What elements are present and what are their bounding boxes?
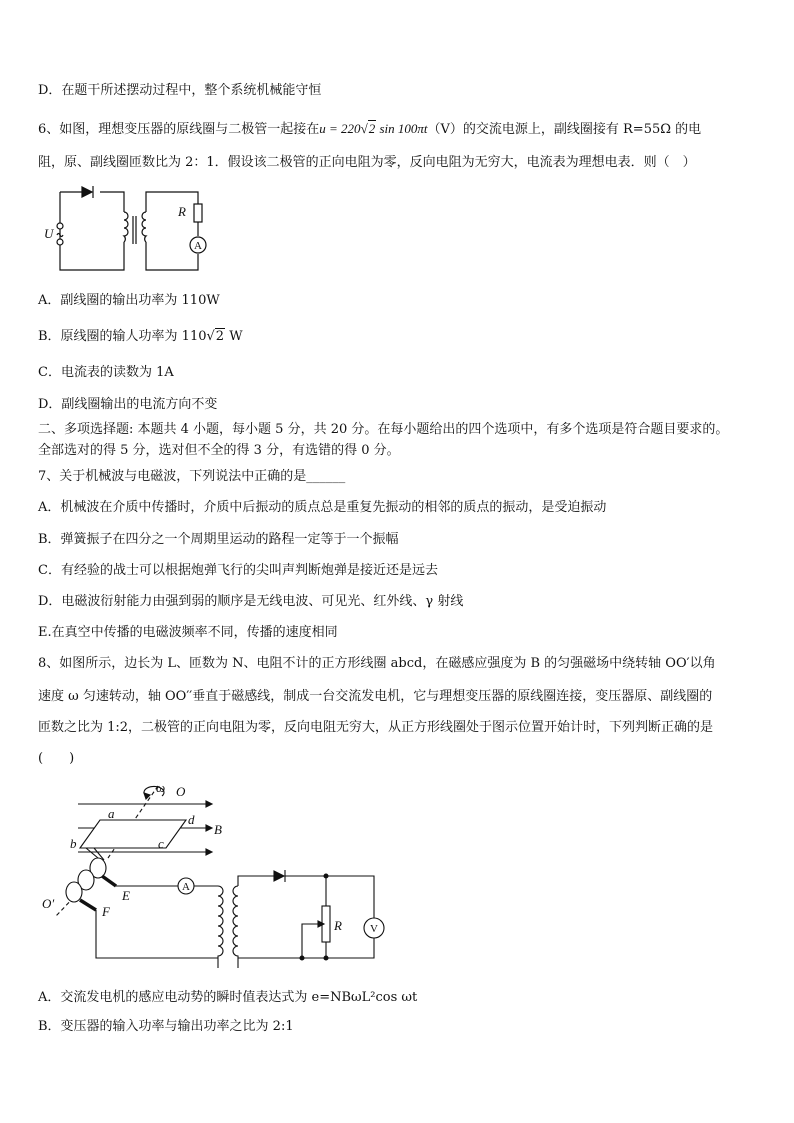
q6-stem-part1: 6、如图，理想变压器的原线圈与二极管一起接在 bbox=[38, 122, 320, 137]
q7-option-e: E.在真空中传播的电磁波频率不同，传播的速度相同 bbox=[38, 625, 338, 640]
section2-line2: 全部选对的得 5 分，选对但不全的得 3 分，有选错的得 0 分。 bbox=[38, 443, 400, 458]
q6-option-b-prefix: B．原线圈的输人功率为 110 bbox=[38, 329, 207, 344]
q8-label-voltmeter: V bbox=[370, 923, 378, 935]
q7-option-a: A．机械波在介质中传播时，介质中后振动的质点总是重复先振动的相邻的质点的振动，是受迫振动 bbox=[38, 500, 607, 515]
q7-option-c: C．有经验的战士可以根据炮弹飞行的尖叫声判断炮弹是接近还是远去 bbox=[38, 563, 438, 578]
q6-option-b-suffix: W bbox=[229, 329, 243, 344]
q8-label-r: R bbox=[334, 918, 342, 933]
q8-label-o: O bbox=[176, 784, 186, 799]
q6-stem-part2: （V）的交流电源上，副线圈接有 R=55Ω 的电 bbox=[427, 122, 702, 137]
q8-label-b-field: B bbox=[214, 822, 222, 837]
q8-stem-line2: 速度 ω 匀速转动，轴 OO′′垂直于磁感线，制成一台交流发电机，它与理想变压器的原线圈连接，变压器原、副线圈的 bbox=[38, 689, 713, 704]
q6-label-r: R bbox=[178, 204, 186, 219]
q6-circuit-figure bbox=[38, 182, 218, 274]
q6-option-a: A．副线圈的输出功率为 110W bbox=[38, 293, 220, 308]
q6-formula-sqrt: √2 bbox=[360, 121, 376, 136]
q6-formula-suffix: sin 100πt bbox=[376, 121, 428, 136]
q6-stem-line1 bbox=[38, 120, 701, 139]
q6-option-c: C．电流表的读数为 1A bbox=[38, 365, 174, 380]
q8-label-e: E bbox=[122, 888, 130, 903]
q8-label-d: d bbox=[188, 812, 195, 827]
q6-label-ammeter: A bbox=[194, 240, 202, 252]
q6-option-b bbox=[38, 328, 243, 346]
q6-label-u: U bbox=[44, 226, 54, 241]
q8-label-a: a bbox=[108, 806, 115, 821]
q6-formula bbox=[319, 121, 427, 136]
q8-option-a: A．交流发电机的感应电动势的瞬时值表达式为 e=NBωL²cos ωt bbox=[38, 990, 418, 1005]
q6-option-d: D．副线圈输出的电流方向不变 bbox=[38, 397, 218, 412]
q6-formula-prefix: u = 220 bbox=[319, 121, 361, 136]
q8-stem-line4: ( ) bbox=[38, 751, 75, 766]
q6-stem-line2: 阻，原、副线圈匝数比为 2：1．假设该二极管的正向电阻为零，反向电阻为无穷大，电流表为理想电表．则（ ） bbox=[38, 155, 696, 170]
q8-label-c: c bbox=[158, 836, 164, 851]
q6-option-b-sqrt: √2 bbox=[206, 329, 225, 344]
q6-formula-sqrt-arg: 2 bbox=[368, 121, 376, 136]
q5-option-d: D．在题干所述摆动过程中，整个系统机械能守恒 bbox=[38, 83, 322, 98]
q8-stem-line1: 8、如图所示，边长为 L、匝数为 N、电阻不计的正方形线圈 abcd，在磁感应强度为 B 的匀强磁场中绕转轴 OO′以角 bbox=[38, 656, 716, 671]
q8-label-f: F bbox=[102, 904, 110, 919]
q8-label-ammeter: A bbox=[182, 881, 190, 893]
q8-stem-line3: 匝数之比为 1:2，二极管的正向电阻为零，反向电阻无穷大，从正方形线圈处于图示位置开始计时，下列判断正确的是 bbox=[38, 720, 714, 735]
q8-label-o-prime: O′ bbox=[42, 896, 55, 911]
q6-option-b-sqrt-arg: 2 bbox=[215, 329, 225, 344]
q8-label-b: b bbox=[70, 836, 77, 851]
q8-label-omega: ω bbox=[156, 780, 166, 795]
q7-stem: 7、关于机械波与电磁波，下列说法中正确的是______ bbox=[38, 469, 346, 484]
section2-line1: 二、多项选择题: 本题共 4 小题，每小题 5 分，共 20 分。在每小题给出的四个选项中，有多个选项是符合题目要求的。 bbox=[38, 422, 729, 437]
q8-option-b: B．变压器的输入功率与输出功率之比为 2:1 bbox=[38, 1019, 294, 1034]
q7-option-d: D．电磁波衍射能力由强到弱的顺序是无线电波、可见光、红外线、γ 射线 bbox=[38, 594, 464, 609]
q8-generator-circuit-figure bbox=[38, 776, 388, 976]
q7-option-b: B．弹簧振子在四分之一个周期里运动的路程一定等于一个振幅 bbox=[38, 532, 399, 547]
